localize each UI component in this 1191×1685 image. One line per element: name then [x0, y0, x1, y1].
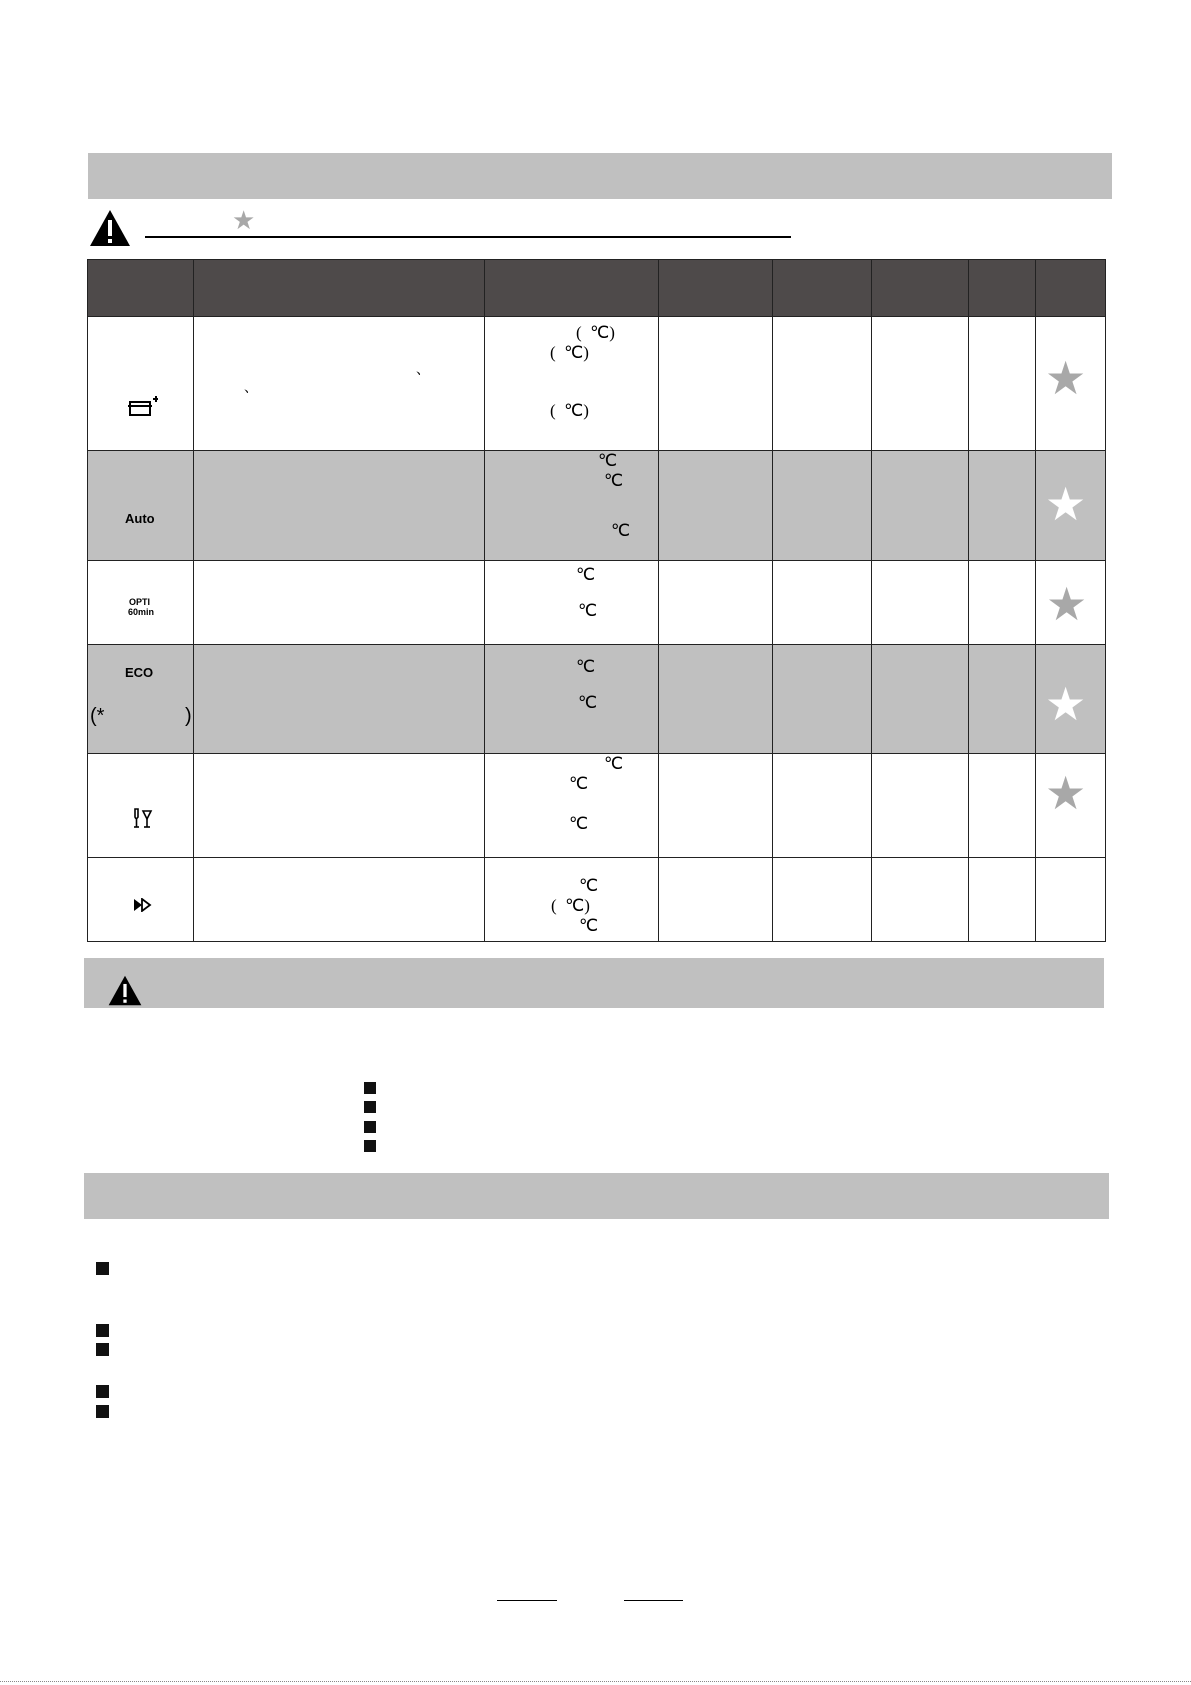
temperature-cell	[485, 561, 659, 645]
eco-symbol: ECO	[125, 665, 154, 680]
footer-underline	[624, 1600, 683, 1601]
temperature-text: ( ℃)	[551, 896, 590, 915]
program-symbol-cell	[88, 561, 194, 645]
description-cell	[194, 754, 485, 858]
star-icon: ★	[1045, 477, 1087, 531]
temperature-text: ( ℃)	[576, 323, 615, 342]
description-cell	[194, 317, 485, 451]
table-row	[88, 645, 1106, 754]
table-row	[88, 561, 1106, 645]
eco-note-close: )	[185, 705, 192, 727]
temperature-text: ℃	[579, 876, 599, 895]
header-cell	[485, 260, 659, 317]
bullet-square	[364, 1140, 376, 1152]
header-cell	[88, 260, 194, 317]
temperature-text: ( ℃)	[550, 343, 589, 362]
star-cell	[1036, 451, 1106, 561]
bullet-square	[96, 1385, 109, 1398]
header-cell	[872, 260, 969, 317]
temperature-text: ℃	[576, 565, 596, 584]
program-symbol-cell	[88, 858, 194, 942]
opti-symbol-top: OPTI	[129, 597, 151, 607]
star-cell	[1036, 645, 1106, 754]
star-icon: ★	[1046, 577, 1088, 631]
bullet-square	[96, 1262, 109, 1275]
warning-band	[84, 958, 1104, 1008]
bullet-square	[364, 1121, 376, 1133]
table-row	[88, 754, 1106, 858]
program-symbol-cell	[88, 317, 194, 451]
description-cell	[194, 858, 485, 942]
bullet-square	[96, 1405, 109, 1418]
header-cell	[659, 260, 773, 317]
temperature-text: ℃	[598, 451, 618, 470]
bullet-square	[364, 1101, 376, 1113]
fast-forward-icon	[133, 898, 153, 912]
desc-mark: 、	[244, 381, 258, 396]
header-cell	[969, 260, 1036, 317]
temperature-text: ℃	[579, 916, 599, 935]
footer-underline	[497, 1600, 557, 1601]
program-symbol-cell	[88, 645, 194, 754]
temperature-text: ℃	[578, 693, 598, 712]
section-header-band	[84, 1173, 1109, 1219]
header-cell	[194, 260, 485, 317]
programme-table	[87, 259, 1106, 942]
table-header-row	[88, 260, 1106, 317]
temperature-text: ( ℃)	[550, 401, 589, 420]
description-cell	[194, 645, 485, 754]
program-symbol-cell	[88, 451, 194, 561]
star-cell	[1036, 561, 1106, 645]
bullet-square	[364, 1082, 376, 1094]
section-header-band	[88, 153, 1112, 199]
star-cell	[1036, 317, 1106, 451]
pot-plus-icon	[128, 395, 158, 417]
temperature-text: ℃	[576, 657, 596, 676]
bullet-square	[96, 1324, 109, 1337]
temperature-cell	[485, 451, 659, 561]
table-row	[88, 317, 1106, 451]
star-icon: ★	[1045, 677, 1087, 731]
program-symbol-cell	[88, 754, 194, 858]
temperature-text: ℃	[569, 774, 589, 793]
temperature-cell	[485, 317, 659, 451]
temperature-text: ℃	[611, 521, 631, 540]
temperature-cell	[485, 858, 659, 942]
eco-note-open: (*	[90, 705, 105, 727]
description-cell	[194, 451, 485, 561]
temperature-cell	[485, 645, 659, 754]
description-cell	[194, 561, 485, 645]
temperature-cell	[485, 754, 659, 858]
star-cell	[1036, 754, 1106, 858]
header-cell	[773, 260, 872, 317]
legend-star-icon: ★	[232, 206, 256, 236]
warning-icon	[107, 974, 143, 1007]
temperature-text: ℃	[604, 471, 624, 490]
bullet-square	[96, 1343, 109, 1356]
header-underline	[145, 236, 791, 238]
star-icon: ★	[1045, 766, 1087, 820]
table-row	[88, 858, 1106, 942]
desc-mark: 、	[416, 363, 430, 378]
temperature-text: ℃	[569, 814, 589, 833]
temperature-text: ℃	[604, 754, 624, 773]
warning-icon	[88, 208, 132, 248]
opti-symbol-bottom: 60min	[128, 607, 155, 617]
table-row	[88, 451, 1106, 561]
header-cell	[1036, 260, 1106, 317]
auto-symbol: Auto	[125, 511, 155, 526]
bottom-border	[0, 1681, 1191, 1682]
temperature-text: ℃	[578, 601, 598, 620]
star-icon: ★	[1045, 351, 1087, 405]
glass-icon	[132, 808, 154, 828]
